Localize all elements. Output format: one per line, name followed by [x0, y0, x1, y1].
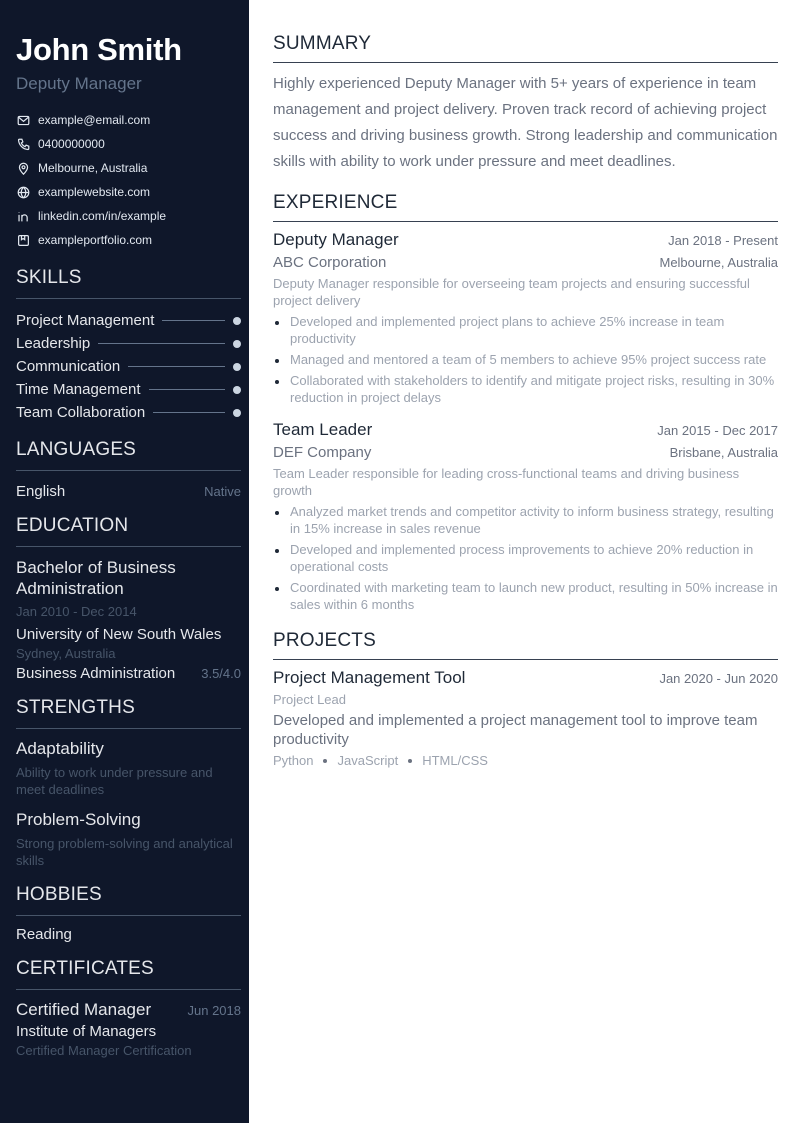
strength-item	[16, 739, 241, 798]
skill-item	[16, 332, 241, 355]
globe-icon	[16, 185, 30, 199]
language-item	[16, 483, 241, 500]
hobby-item: Reading	[16, 926, 72, 943]
project-header	[273, 668, 778, 688]
job-subheader	[273, 440, 778, 461]
job-dates: Jan 2018 - Present	[668, 233, 778, 248]
job-header	[273, 230, 778, 250]
certificate-name: Certified Manager	[16, 1000, 152, 1019]
location-pin-icon	[16, 161, 30, 175]
skill-item	[16, 355, 241, 378]
experience-title: EXPERIENCE	[273, 191, 778, 222]
phone-icon	[16, 137, 30, 151]
project-tech: JavaScript	[337, 753, 399, 768]
contact-linkedin[interactable]	[16, 204, 241, 228]
education-field: Business Administration	[16, 665, 176, 682]
job-title: Team Leader	[273, 420, 373, 439]
education-location: Sydney, Australia	[16, 646, 116, 661]
portfolio-icon	[16, 233, 30, 247]
education-title: EDUCATION	[16, 514, 241, 547]
summary-section	[273, 32, 778, 175]
sidebar	[0, 0, 249, 1123]
project-tech: HTML/CSS	[422, 753, 488, 768]
job-entry	[273, 420, 778, 613]
certificate-date: Jun 2018	[187, 1003, 241, 1018]
education-gpa: 3.5/4.0	[201, 666, 241, 681]
job-header	[273, 420, 778, 440]
skill-label: Leadership	[16, 335, 91, 352]
job-subheader	[273, 250, 778, 271]
skill-label: Communication	[16, 358, 121, 375]
hobbies-section	[16, 883, 241, 943]
job-bullet: Developed and implemented process improvements to achieve 20% reduction in operational costs	[273, 541, 778, 575]
project-description: Developed and implemented a project management tool to improve team productivity	[273, 712, 758, 748]
candidate-role: Deputy Manager	[16, 74, 142, 93]
education-university: University of New South Wales	[16, 626, 222, 643]
strength-name: Adaptability	[16, 739, 104, 758]
contact-portfolio-text: exampleportfolio.com	[38, 233, 153, 247]
job-dates: Jan 2015 - Dec 2017	[657, 423, 778, 438]
tech-separator	[408, 759, 412, 763]
skill-dot	[233, 317, 241, 325]
linkedin-icon	[16, 209, 30, 223]
job-bullet: Analyzed market trends and competitor activity to inform business strategy, resulting in 15% increase in sales revenue	[273, 503, 778, 537]
skill-divider	[149, 389, 226, 390]
skill-divider	[128, 366, 225, 367]
skill-item	[16, 378, 241, 401]
language-level: Native	[204, 484, 241, 499]
skill-dot	[233, 340, 241, 348]
candidate-name: John Smith	[16, 32, 182, 67]
job-entry	[273, 230, 778, 406]
contact-email-text: example@email.com	[38, 113, 151, 127]
project-tech-list	[273, 753, 778, 768]
job-bullet: Collaborated with stakeholders to identify and mitigate project risks, resulting in 30% reduction in project delays	[273, 372, 778, 406]
skills-section	[16, 266, 241, 424]
skill-item	[16, 309, 241, 332]
project-entry	[273, 668, 778, 768]
contact-portfolio[interactable]	[16, 228, 241, 252]
strength-desc: Ability to work under pressure and meet deadlines	[16, 765, 213, 797]
strength-desc: Strong problem-solving and analytical skills	[16, 836, 233, 868]
job-title: Deputy Manager	[273, 230, 399, 249]
certificate-desc: Certified Manager Certification	[16, 1043, 192, 1058]
job-description: Deputy Manager responsible for overseeing team projects and ensuring successful project delivery	[273, 276, 750, 308]
contact-list	[16, 108, 241, 252]
education-section	[16, 514, 241, 682]
certificates-title: CERTIFICATES	[16, 957, 241, 990]
job-location: Melbourne, Australia	[659, 255, 778, 270]
job-bullets	[273, 313, 778, 406]
contact-phone[interactable]	[16, 132, 241, 156]
education-field-row	[16, 665, 241, 682]
strengths-title: STRENGTHS	[16, 696, 241, 729]
project-name: Project Management Tool	[273, 668, 466, 687]
certificates-section	[16, 957, 241, 1058]
job-description: Team Leader responsible for leading cross-functional teams and driving business growth	[273, 466, 740, 498]
skills-title: SKILLS	[16, 266, 241, 299]
job-bullet: Developed and implemented project plans to achieve 25% increase in team productivity	[273, 313, 778, 347]
education-degree: Bachelor of Business Administration	[16, 558, 176, 598]
hobbies-title: HOBBIES	[16, 883, 241, 916]
job-company: DEF Company	[273, 444, 372, 461]
project-role: Project Lead	[273, 692, 346, 707]
project-tech: Python	[273, 753, 314, 768]
main-content	[273, 32, 778, 768]
skill-divider	[162, 320, 225, 321]
contact-website[interactable]	[16, 180, 241, 204]
skill-divider	[153, 412, 225, 413]
projects-title: PROJECTS	[273, 629, 778, 660]
job-bullet: Coordinated with marketing team to launch new product, resulting in 50% increase in sales within 6 months	[273, 579, 778, 613]
tech-separator	[323, 759, 327, 763]
skill-label: Team Collaboration	[16, 404, 146, 421]
project-dates: Jan 2020 - Jun 2020	[659, 671, 778, 686]
skill-list	[16, 309, 241, 424]
strength-item	[16, 810, 241, 869]
contact-phone-text: 0400000000	[38, 137, 105, 151]
mail-icon	[16, 113, 30, 127]
skill-item	[16, 401, 241, 424]
summary-title: SUMMARY	[273, 32, 778, 63]
contact-website-text: examplewebsite.com	[38, 185, 151, 199]
contact-email[interactable]	[16, 108, 241, 132]
skill-dot	[233, 386, 241, 394]
certificate-header	[16, 1000, 241, 1020]
strengths-section	[16, 696, 241, 869]
strength-name: Problem-Solving	[16, 810, 141, 829]
languages-title: LANGUAGES	[16, 438, 241, 471]
skill-dot	[233, 409, 241, 417]
language-name: English	[16, 483, 66, 500]
job-location: Brisbane, Australia	[669, 445, 778, 460]
job-bullets	[273, 503, 778, 613]
skill-label: Time Management	[16, 381, 141, 398]
experience-section	[273, 191, 778, 613]
summary-text: Highly experienced Deputy Manager with 5+ years of experience in team management and project delivery. Proven track record of achieving project success and driving business growth. Strong leadership and communication skills with ability to work under pressure and meet deadlines.	[273, 75, 778, 170]
contact-linkedin-text: linkedin.com/in/example	[38, 209, 167, 223]
projects-section	[273, 629, 778, 768]
contact-location	[16, 156, 241, 180]
skill-dot	[233, 363, 241, 371]
languages-section	[16, 438, 241, 500]
certificate-org: Institute of Managers	[16, 1023, 157, 1040]
education-dates: Jan 2010 - Dec 2014	[16, 604, 137, 619]
skill-label: Project Management	[16, 312, 155, 329]
skill-divider	[98, 343, 225, 344]
job-bullet: Managed and mentored a team of 5 members to achieve 95% project success rate	[273, 351, 778, 368]
contact-location-text: Melbourne, Australia	[38, 161, 148, 175]
job-company: ABC Corporation	[273, 254, 387, 271]
